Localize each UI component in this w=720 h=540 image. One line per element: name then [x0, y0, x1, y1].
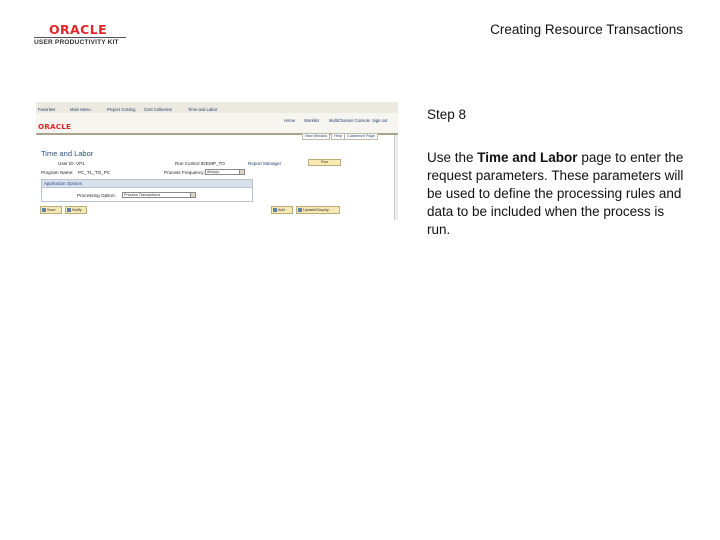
application-screenshot [36, 102, 398, 220]
update-display-label: Update/Display [303, 208, 329, 212]
new-window-link[interactable]: New Window [302, 133, 330, 140]
worklist-link[interactable]: Worklist [304, 118, 319, 123]
step-text-bold: Time and Labor [477, 150, 578, 165]
program-name-label: Program Name: [41, 170, 74, 175]
notify-icon [67, 208, 71, 212]
customize-page-link[interactable]: Customize Page [344, 133, 378, 140]
report-manager-link[interactable]: Report Manager [248, 161, 282, 166]
save-button[interactable] [40, 206, 62, 214]
run-control-value: EMP_TO [206, 161, 225, 166]
notify-button[interactable] [65, 206, 87, 214]
page-title: Time and Labor [41, 149, 94, 158]
app-menubar [36, 113, 398, 135]
process-frequency-label: Process Frequency: [164, 170, 205, 175]
processing-option-select[interactable] [122, 192, 196, 198]
save-icon [42, 208, 46, 212]
add-icon [273, 208, 277, 212]
multichannel-console-link[interactable]: MultiChannel Console [329, 118, 370, 123]
user-id-label: User ID: [58, 161, 75, 166]
group-title: Application Options [44, 181, 82, 186]
document-title: Creating Resource Transactions [490, 22, 683, 37]
application-options-group [41, 179, 253, 202]
group-header [42, 180, 252, 188]
app-logo: ORACLE [38, 122, 72, 131]
vertical-scrollbar[interactable] [394, 135, 398, 220]
breadcrumb-item[interactable]: Cost Collection [144, 107, 173, 112]
process-frequency-select[interactable] [205, 169, 245, 175]
step-text-before: Use the [427, 150, 478, 165]
logo-divider [34, 37, 126, 38]
update-display-button[interactable] [296, 206, 340, 214]
step-label: Step 8 [427, 107, 467, 122]
run-control-label: Run Control ID: [175, 161, 207, 166]
step-text-after: page to enter the request parameters. These parameters will be used to define the processing rules and data to be included when the process is run. [427, 150, 684, 237]
add-button[interactable] [271, 206, 293, 214]
home-link[interactable]: Home [284, 118, 296, 123]
breadcrumb-item[interactable]: Time and Labor [188, 107, 218, 112]
logo-wordmark: ORACLE [49, 22, 108, 37]
help-link[interactable]: Help [331, 133, 345, 140]
process-frequency-selected: Always [207, 170, 220, 174]
step-description [427, 149, 689, 239]
sign-out-link[interactable]: Sign out [372, 118, 388, 123]
update-display-icon [298, 208, 302, 212]
oracle-upk-logo [34, 22, 126, 48]
processing-option-label: Processing Option: [77, 193, 116, 198]
button-bar [40, 206, 340, 215]
breadcrumb-item[interactable]: Project Costing [107, 107, 136, 112]
processing-option-selected: Process Transactions [124, 193, 161, 197]
run-button[interactable]: Run [308, 159, 341, 166]
logo-tagline: USER PRODUCTIVITY KIT [34, 39, 119, 46]
add-label: Add [278, 208, 285, 212]
breadcrumb-item[interactable]: Main Menu [70, 107, 91, 112]
notify-label: Notify [72, 208, 82, 212]
chevron-down-icon [190, 193, 195, 197]
user-id-value: VP1 [76, 161, 85, 166]
program-name-value: PC_TL_TO_PC [78, 170, 111, 175]
breadcrumb-item[interactable]: Favorites [38, 107, 56, 112]
save-label: Save [47, 208, 56, 212]
chevron-down-icon [239, 170, 244, 174]
